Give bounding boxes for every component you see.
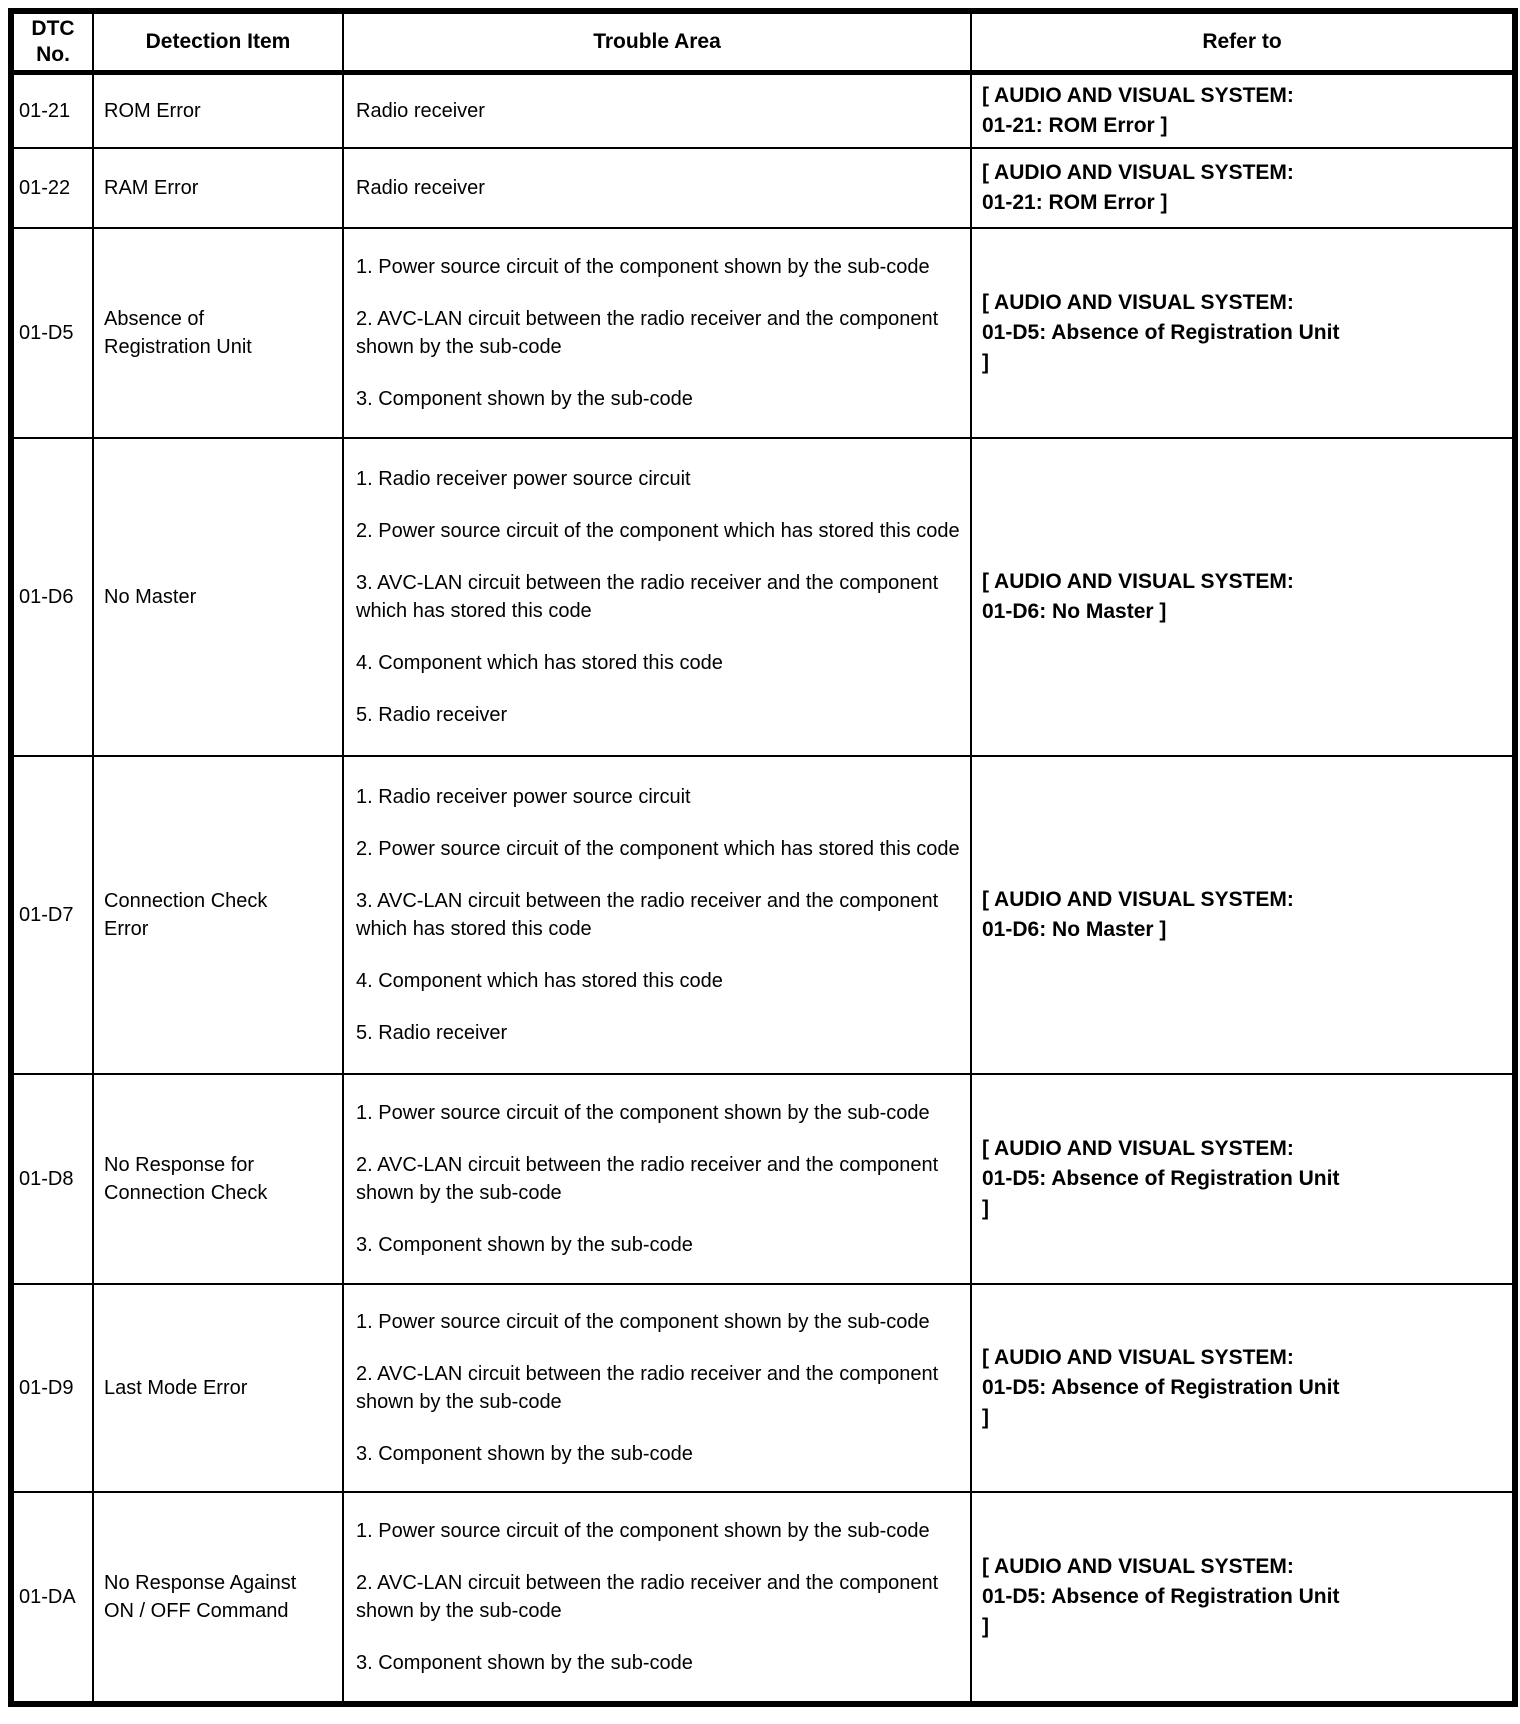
refer-line: [ AUDIO AND VISUAL SYSTEM: bbox=[982, 1137, 1294, 1160]
table-row bbox=[11, 73, 1515, 149]
table-row bbox=[11, 1492, 1515, 1704]
trouble-item: 2. Power source circuit of the component which has stored this code bbox=[356, 838, 960, 860]
trouble-item: 2. AVC-LAN circuit between the radio receiver and the component shown by the sub-code bbox=[356, 1363, 939, 1413]
table-row bbox=[11, 1284, 1515, 1492]
refer-to-cell bbox=[971, 228, 1515, 438]
trouble-area-cell bbox=[343, 1074, 971, 1284]
table-header bbox=[11, 11, 1515, 73]
detection-item-cell: Absence of Registration Unit bbox=[93, 228, 343, 438]
refer-line: 01-D6: No Master ] bbox=[982, 918, 1167, 941]
trouble-item: 3. Component shown by the sub-code bbox=[356, 388, 693, 410]
dtc-cell: 01-D9 bbox=[11, 1284, 93, 1492]
column-header-detection-item: Detection Item bbox=[93, 11, 343, 73]
trouble-item: 3. AVC-LAN circuit between the radio receiver and the component which has stored this code bbox=[356, 572, 939, 622]
detection-item-cell: Last Mode Error bbox=[93, 1284, 343, 1492]
dtc-cell: 01-D7 bbox=[11, 756, 93, 1074]
dtc-cell: 01-22 bbox=[11, 148, 93, 228]
refer-line: ] bbox=[982, 1406, 989, 1429]
trouble-item: 4. Component which has stored this code bbox=[356, 652, 723, 674]
trouble-area-cell bbox=[343, 1284, 971, 1492]
refer-line: ] bbox=[982, 1615, 989, 1638]
refer-line: 01-D6: No Master ] bbox=[982, 600, 1167, 623]
refer-line: [ AUDIO AND VISUAL SYSTEM: bbox=[982, 161, 1294, 184]
trouble-item: 3. Component shown by the sub-code bbox=[356, 1443, 693, 1465]
refer-to-cell bbox=[971, 1074, 1515, 1284]
column-header-refer-to: Refer to bbox=[971, 11, 1515, 73]
refer-line: 01-D5: Absence of Registration Unit bbox=[982, 1585, 1340, 1608]
dtc-cell: 01-D8 bbox=[11, 1074, 93, 1284]
trouble-item: 1. Radio receiver power source circuit bbox=[356, 468, 691, 490]
detection-item-cell: ROM Error bbox=[93, 73, 343, 149]
trouble-item: 5. Radio receiver bbox=[356, 704, 508, 726]
trouble-item: 1. Power source circuit of the component shown by the sub-code bbox=[356, 1311, 930, 1333]
detection-item-cell: No Response for Connection Check bbox=[93, 1074, 343, 1284]
refer-to-cell bbox=[971, 756, 1515, 1074]
column-header-trouble-area: Trouble Area bbox=[343, 11, 971, 73]
detection-item-cell: No Master bbox=[93, 438, 343, 756]
trouble-area-cell bbox=[343, 756, 971, 1074]
refer-line: [ AUDIO AND VISUAL SYSTEM: bbox=[982, 888, 1294, 911]
dtc-table bbox=[8, 8, 1518, 1707]
trouble-area-cell bbox=[343, 148, 971, 228]
detection-item-cell: Connection Check Error bbox=[93, 756, 343, 1074]
trouble-item: 1. Power source circuit of the component shown by the sub-code bbox=[356, 256, 930, 278]
trouble-item: 2. AVC-LAN circuit between the radio receiver and the component shown by the sub-code bbox=[356, 1572, 939, 1622]
refer-line: [ AUDIO AND VISUAL SYSTEM: bbox=[982, 1346, 1294, 1369]
trouble-item: 2. AVC-LAN circuit between the radio receiver and the component shown by the sub-code bbox=[356, 1154, 939, 1204]
dtc-cell: 01-D6 bbox=[11, 438, 93, 756]
refer-to-cell bbox=[971, 1284, 1515, 1492]
trouble-item: 4. Component which has stored this code bbox=[356, 970, 723, 992]
trouble-area-cell bbox=[343, 1492, 971, 1704]
trouble-area-cell bbox=[343, 438, 971, 756]
trouble-item: Radio receiver bbox=[356, 100, 485, 122]
refer-line: [ AUDIO AND VISUAL SYSTEM: bbox=[982, 570, 1294, 593]
refer-line: ] bbox=[982, 1197, 989, 1220]
trouble-item: Radio receiver bbox=[356, 177, 485, 199]
trouble-area-cell bbox=[343, 228, 971, 438]
trouble-item: 3. Component shown by the sub-code bbox=[356, 1234, 693, 1256]
refer-line: [ AUDIO AND VISUAL SYSTEM: bbox=[982, 291, 1294, 314]
trouble-item: 1. Radio receiver power source circuit bbox=[356, 786, 691, 808]
trouble-item: 5. Radio receiver bbox=[356, 1022, 508, 1044]
trouble-item: 3. AVC-LAN circuit between the radio receiver and the component which has stored this code bbox=[356, 890, 939, 940]
trouble-item: 1. Power source circuit of the component shown by the sub-code bbox=[356, 1520, 930, 1542]
trouble-item: 2. Power source circuit of the component which has stored this code bbox=[356, 520, 960, 542]
dtc-cell: 01-DA bbox=[11, 1492, 93, 1704]
refer-line: 01-21: ROM Error ] bbox=[982, 191, 1168, 214]
table-row bbox=[11, 148, 1515, 228]
detection-item-cell: No Response Against ON / OFF Command bbox=[93, 1492, 343, 1704]
trouble-item: 2. AVC-LAN circuit between the radio receiver and the component shown by the sub-code bbox=[356, 308, 939, 358]
refer-line: ] bbox=[982, 351, 989, 374]
refer-line: 01-D5: Absence of Registration Unit bbox=[982, 1376, 1340, 1399]
table-row bbox=[11, 438, 1515, 756]
trouble-item: 3. Component shown by the sub-code bbox=[356, 1652, 693, 1674]
refer-line: 01-D5: Absence of Registration Unit bbox=[982, 321, 1340, 344]
table-body bbox=[11, 73, 1515, 1705]
dtc-cell: 01-D5 bbox=[11, 228, 93, 438]
refer-to-cell bbox=[971, 438, 1515, 756]
refer-line: 01-21: ROM Error ] bbox=[982, 114, 1168, 137]
trouble-item: 1. Power source circuit of the component shown by the sub-code bbox=[356, 1102, 930, 1124]
column-header-dtc-no: DTC No. bbox=[11, 11, 93, 73]
refer-line: [ AUDIO AND VISUAL SYSTEM: bbox=[982, 1555, 1294, 1578]
table-row bbox=[11, 228, 1515, 438]
refer-to-cell bbox=[971, 73, 1515, 149]
dtc-cell: 01-21 bbox=[11, 73, 93, 149]
table-row bbox=[11, 1074, 1515, 1284]
table-header-row bbox=[11, 11, 1515, 73]
trouble-area-cell bbox=[343, 73, 971, 149]
refer-to-cell bbox=[971, 1492, 1515, 1704]
table-row bbox=[11, 756, 1515, 1074]
detection-item-cell: RAM Error bbox=[93, 148, 343, 228]
refer-to-cell bbox=[971, 148, 1515, 228]
refer-line: [ AUDIO AND VISUAL SYSTEM: bbox=[982, 84, 1294, 107]
refer-line: 01-D5: Absence of Registration Unit bbox=[982, 1167, 1340, 1190]
